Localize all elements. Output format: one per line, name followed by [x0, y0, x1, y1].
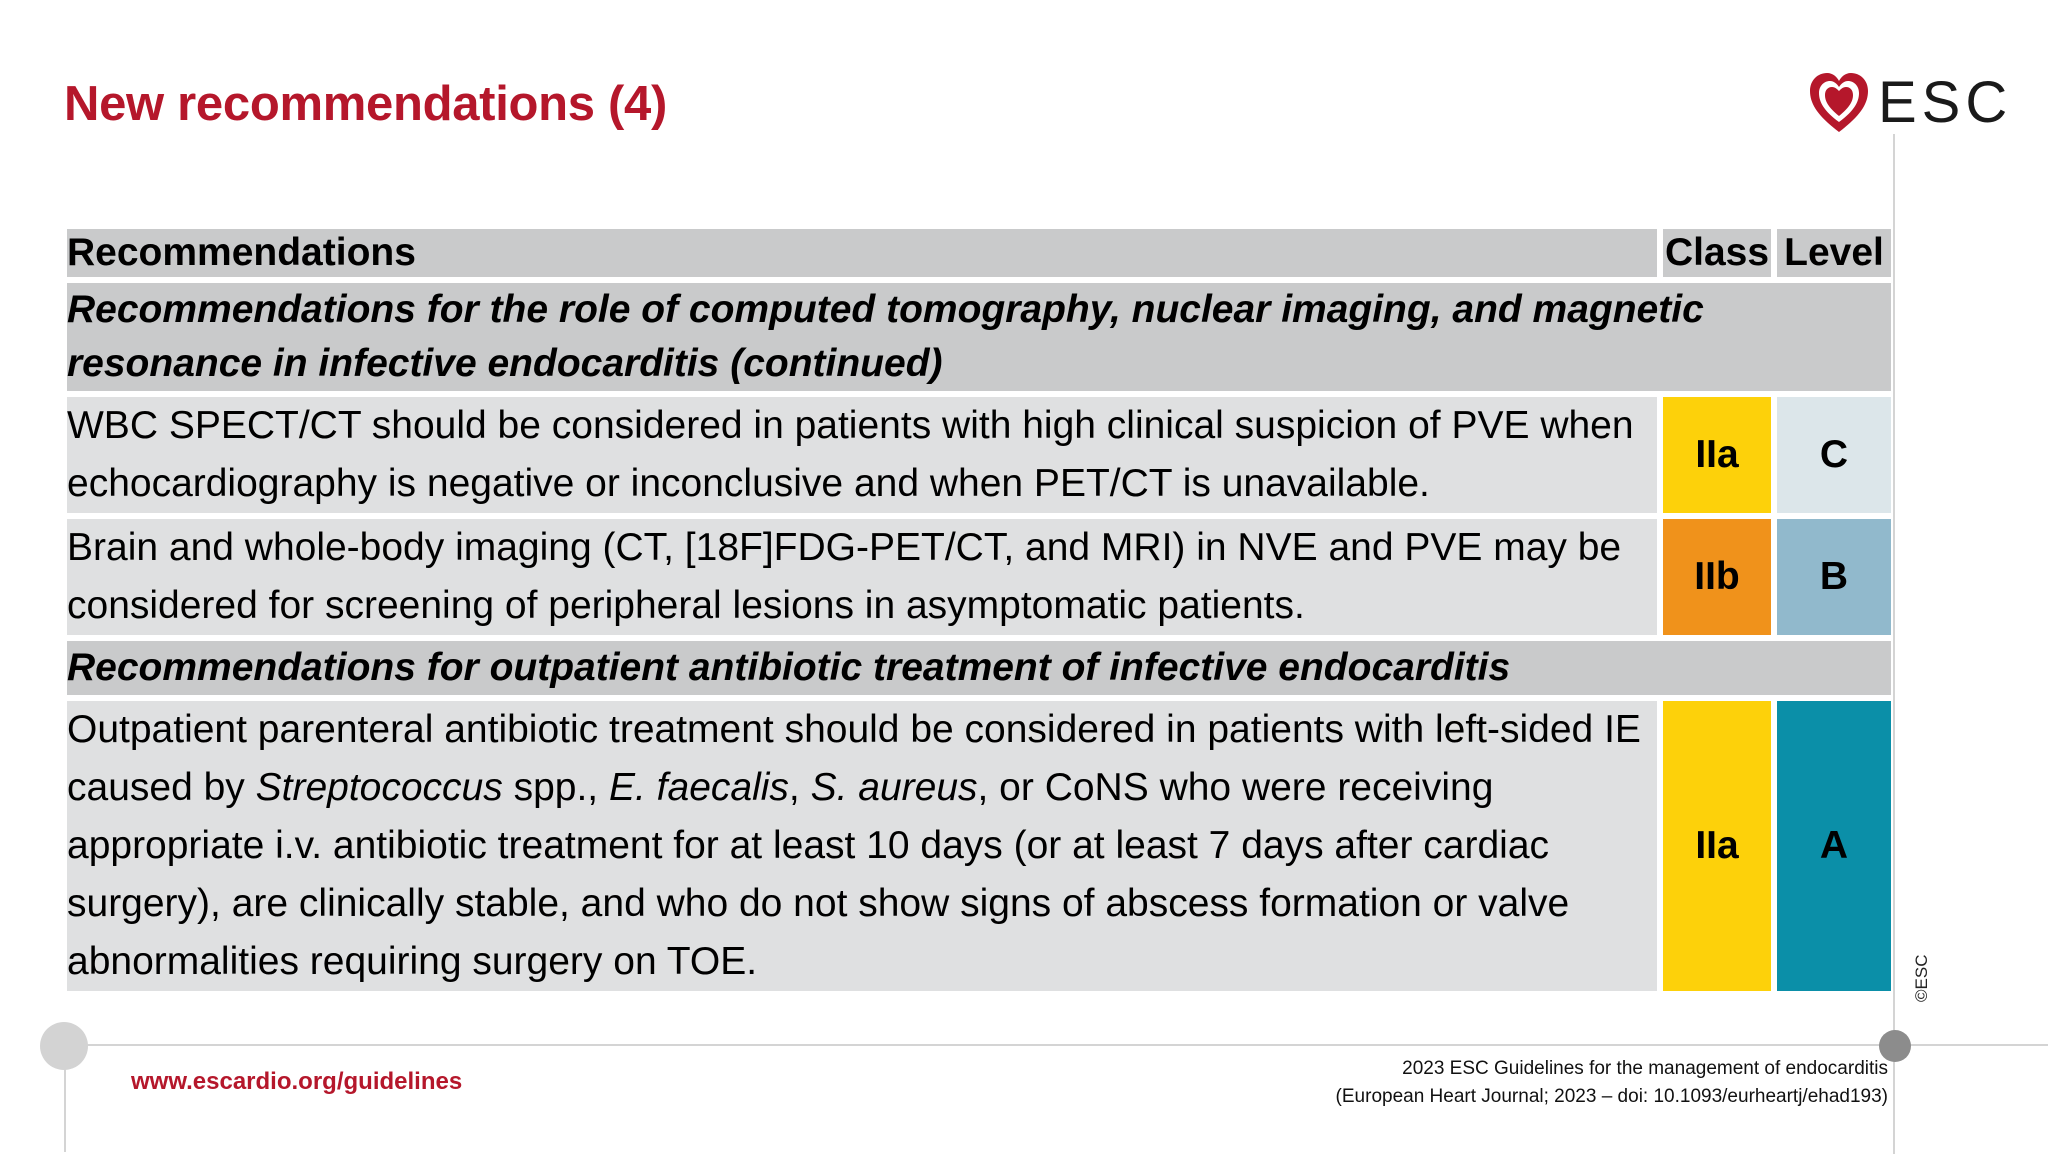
- rec3-italic-streptococcus: Streptococcus: [255, 766, 503, 809]
- recommendation-text-1: WBC SPECT/CT should be considered in patients with high clinical suspicion of PVE when echocardiography is negative or inconclusive and when PET/CT is unavailable.: [67, 397, 1657, 513]
- rec3-italic-efaecalis: E. faecalis: [608, 766, 789, 809]
- level-badge-1: C: [1777, 397, 1891, 513]
- guidelines-link[interactable]: www.escardio.org/guidelines: [131, 1068, 463, 1095]
- recommendations-table: [67, 229, 1891, 991]
- header-class: Class: [1663, 229, 1771, 277]
- left-gray-dot: [40, 1022, 88, 1070]
- copyright-mark: ©ESC: [1912, 954, 1931, 1002]
- esc-logo: [1808, 70, 2012, 136]
- recommendation-text-3: [67, 701, 1657, 991]
- right-vertical-line: [1893, 134, 1895, 1154]
- header-level: Level: [1777, 229, 1891, 277]
- citation: [1336, 1055, 1888, 1111]
- class-badge-1: IIa: [1663, 397, 1771, 513]
- level-badge-2: B: [1777, 519, 1891, 635]
- level-badge-3: A: [1777, 701, 1891, 991]
- rec3-part-1: Outpatient parenteral antibiotic treatment should be considered in patients with left-sided IE caused by: [67, 708, 1641, 809]
- citation-line-2: (European Heart Journal; 2023 – doi: 10.1093/eurheartj/ehad193): [1335, 1086, 1888, 1107]
- rec3-part-3: ,: [788, 766, 811, 809]
- rec3-part-4: , or CoNS who were receiving appropriate i.v. antibiotic treatment for at least 10 days (or at least 7 days after cardiac surgery), are clinically stable, and who do not show signs of abscess formation or valve abnormalities requiring surgery on TOE.: [67, 766, 1570, 983]
- class-badge-3: IIa: [1663, 701, 1771, 991]
- class-badge-2: IIb: [1663, 519, 1771, 635]
- section-heading-outpatient: Recommendations for outpatient antibiotic treatment of infective endocarditis: [67, 641, 1891, 695]
- bottom-horizontal-line: [64, 1044, 2048, 1046]
- header-recommendations: Recommendations: [67, 229, 1657, 277]
- rec3-part-2: spp.,: [502, 766, 609, 809]
- heart-logo-icon: [1808, 70, 1870, 136]
- page-title: New recommendations (4): [64, 77, 668, 131]
- esc-logo-text: ESC: [1878, 70, 2013, 135]
- recommendation-text-2: Brain and whole-body imaging (CT, [18F]FDG-PET/CT, and MRI) in NVE and PVE may be considered for screening of peripheral lesions in asymptomatic patients.: [67, 519, 1657, 635]
- citation-line-1: 2023 ESC Guidelines for the management of endocarditis: [1402, 1058, 1888, 1079]
- rec3-italic-saureus: S. aureus: [810, 766, 978, 809]
- section-heading-imaging: Recommendations for the role of computed tomography, nuclear imaging, and magnetic resonance in infective endocarditis (continued): [67, 283, 1891, 391]
